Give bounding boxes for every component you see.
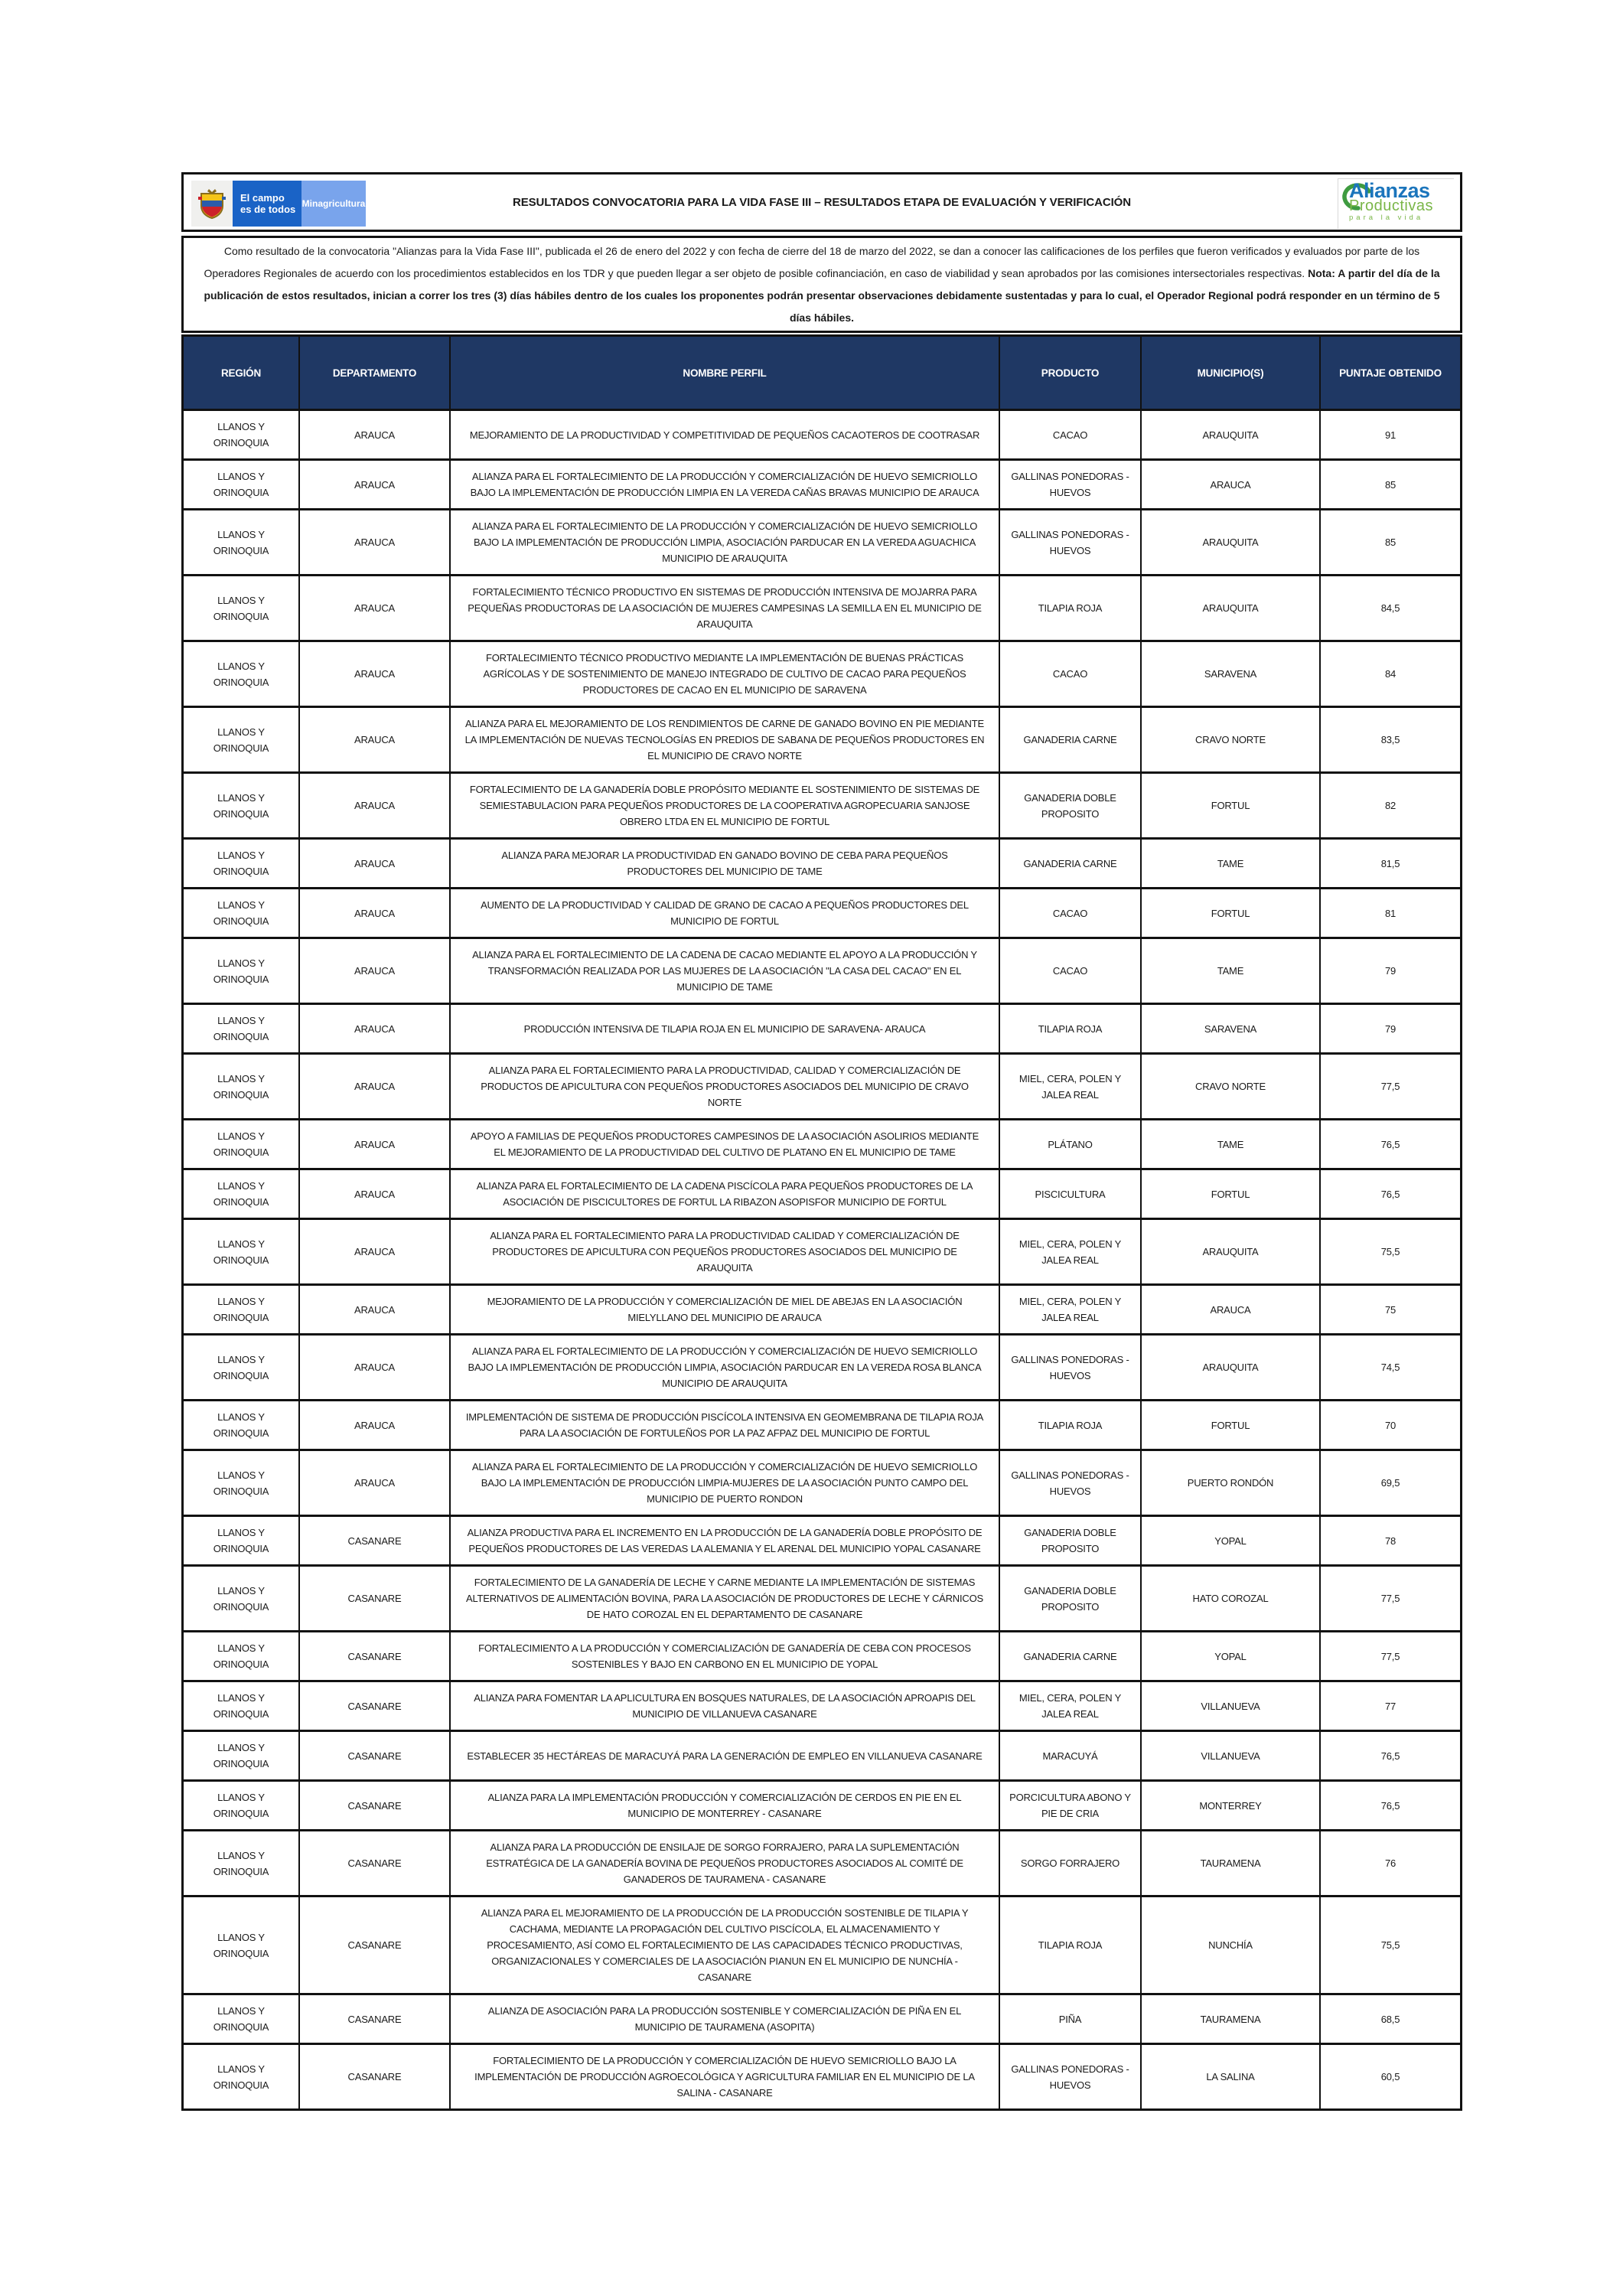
el-campo-tagline bbox=[233, 181, 301, 227]
departamento-cell: ARAUCA bbox=[300, 411, 451, 458]
producto-cell: GANADERIA CARNE bbox=[1000, 840, 1142, 887]
region-cell: LLANOS Y ORINOQUIA bbox=[184, 1401, 300, 1449]
departamento-cell: ARAUCA bbox=[300, 774, 451, 837]
puntaje-cell: 75,5 bbox=[1380, 1246, 1400, 1257]
el-campo-line1: El campo bbox=[240, 192, 285, 204]
region-cell: LLANOS Y ORINOQUIA bbox=[184, 889, 300, 937]
municipio-cell: ARAUCA bbox=[1142, 1286, 1321, 1333]
intro-box bbox=[181, 236, 1462, 333]
nombre-perfil-cell: IMPLEMENTACIÓN DE SISTEMA DE PRODUCCIÓN PISCÍCOLA INTENSIVA EN GEOMEMBRANA DE TILAPIA ROJA PARA LA ASOCIACIÓN DE FORTULEÑOS POR LA PAZ AFPAZ DEL MUNICIPIO DE FORTUL bbox=[451, 1401, 1000, 1449]
nombre-perfil-cell: PRODUCCIÓN INTENSIVA DE TILAPIA ROJA EN EL MUNICIPIO DE SARAVENA- ARAUCA bbox=[451, 1005, 1000, 1052]
municipio-cell: PUERTO RONDÓN bbox=[1142, 1451, 1321, 1515]
region-cell: LLANOS Y ORINOQUIA bbox=[184, 840, 300, 887]
nombre-perfil-cell: ALIANZA PARA EL FORTALECIMIENTO DE LA PRODUCCIÓN Y COMERCIALIZACIÓN DE HUEVO SEMICRIOLLO BAJO LA IMPLEMENTACIÓN DE PRODUCCIÓN LIMPIA EN LA VEREDA CAÑAS BRAVAS MUNICIPIO DE ARAUCA bbox=[451, 461, 1000, 508]
departamento-cell: ARAUCA bbox=[300, 576, 451, 640]
municipio-cell: CRAVO NORTE bbox=[1142, 708, 1321, 771]
region-cell: LLANOS Y ORINOQUIA bbox=[184, 1120, 300, 1168]
producto-cell: GANADERIA DOBLE PROPOSITO bbox=[1000, 1517, 1142, 1564]
municipio-cell: VILLANUEVA bbox=[1142, 1682, 1321, 1730]
region-cell: LLANOS Y ORINOQUIA bbox=[184, 1682, 300, 1730]
column-header-4: MUNICIPIO(S) bbox=[1142, 337, 1321, 409]
table-row bbox=[184, 1333, 1460, 1399]
table-row bbox=[184, 409, 1460, 458]
departamento-cell: CASANARE bbox=[300, 2045, 451, 2108]
puntaje-cell: 76 bbox=[1384, 1857, 1396, 1869]
producto-cell: TILAPIA ROJA bbox=[1000, 1005, 1142, 1052]
nombre-perfil-cell: FORTALECIMIENTO A LA PRODUCCIÓN Y COMERCIALIZACIÓN DE GANADERÍA DE CEBA CON PROCESOS SOSTENIBLES Y BAJO EN CARBONO EN EL MUNICIPIO DE YOPAL bbox=[451, 1632, 1000, 1680]
producto-cell: GALLINAS PONEDORAS - HUEVOS bbox=[1000, 461, 1142, 508]
region-cell: LLANOS Y ORINOQUIA bbox=[184, 1732, 300, 1779]
table-row bbox=[184, 771, 1460, 837]
nombre-perfil-cell: FORTALECIMIENTO DE LA PRODUCCIÓN Y COMERCIALIZACIÓN DE HUEVO SEMICRIOLLO BAJO LA IMPLEMENTACIÓN DE PRODUCCIÓN AGROECOLÓGICA Y AGRICULTURA FAMILIAR EN EL MUNICIPIO DE LA SALINA - CASANARE bbox=[451, 2045, 1000, 2108]
producto-cell: CACAO bbox=[1000, 411, 1142, 458]
departamento-cell: ARAUCA bbox=[300, 1055, 451, 1118]
municipio-cell: LA SALINA bbox=[1142, 2045, 1321, 2108]
producto-cell: TILAPIA ROJA bbox=[1000, 1897, 1142, 1993]
departamento-cell: ARAUCA bbox=[300, 1120, 451, 1168]
departamento-cell: CASANARE bbox=[300, 1897, 451, 1993]
region-cell: LLANOS Y ORINOQUIA bbox=[184, 1567, 300, 1630]
puntaje-cell: 70 bbox=[1384, 1419, 1396, 1431]
nombre-perfil-cell: ESTABLECER 35 HECTÁREAS DE MARACUYÁ PARA LA GENERACIÓN DE EMPLEO EN VILLANUEVA CASANARE bbox=[451, 1732, 1000, 1779]
region-cell: LLANOS Y ORINOQUIA bbox=[184, 510, 300, 574]
municipio-cell: ARAUQUITA bbox=[1142, 576, 1321, 640]
table-row bbox=[184, 706, 1460, 771]
minagricultura-logo bbox=[191, 181, 366, 227]
table-row bbox=[184, 1730, 1460, 1779]
departamento-cell: ARAUCA bbox=[300, 510, 451, 574]
puntaje-cell: 77,5 bbox=[1380, 1081, 1400, 1092]
puntaje-cell: 76,5 bbox=[1380, 1799, 1400, 1812]
producto-cell: GANADERIA CARNE bbox=[1000, 1632, 1142, 1680]
region-cell: LLANOS Y ORINOQUIA bbox=[184, 1995, 300, 2043]
nombre-perfil-cell: ALIANZA PARA EL MEJORAMIENTO DE LA PRODUCCIÓN DE LA PRODUCCIÓN SOSTENIBLE DE TILAPIA Y CACHAMA, MEDIANTE LA PROPAGACIÓN DEL CULTIVO PISCÍCOLA, EL ALMACENAMIENTO Y PROCESAMIENTO, ASÍ COMO EL FORTALECIMIENTO DE LAS CAPACIDADES TÉCNICO PRODUCTIVAS, ORGANIZACIONALES Y COMERCIALES DE LA ASOCIACIÓN PIANUN EN EL MUNICIPIO DE NUNCHÍA - CASANARE bbox=[451, 1897, 1000, 1993]
region-cell: LLANOS Y ORINOQUIA bbox=[184, 1831, 300, 1895]
municipio-cell: ARAUQUITA bbox=[1142, 510, 1321, 574]
municipio-cell: TAURAMENA bbox=[1142, 1995, 1321, 2043]
region-cell: LLANOS Y ORINOQUIA bbox=[184, 411, 300, 458]
table-row bbox=[184, 1779, 1460, 1829]
municipio-cell: SARAVENA bbox=[1142, 642, 1321, 706]
region-cell: LLANOS Y ORINOQUIA bbox=[184, 1055, 300, 1118]
column-header-1: DEPARTAMENTO bbox=[300, 337, 451, 409]
nombre-perfil-cell: ALIANZA PARA EL FORTALECIMIENTO DE LA PRODUCCIÓN Y COMERCIALIZACIÓN DE HUEVO SEMICRIOLLO BAJO LA IMPLEMENTACIÓN DE PRODUCCIÓN LIMPIA, ASOCIACIÓN PARDUCAR EN LA VEREDA ROSA BLANCA MUNICIPIO DE ARAUQUITA bbox=[451, 1336, 1000, 1399]
departamento-cell: ARAUCA bbox=[300, 1170, 451, 1218]
region-cell: LLANOS Y ORINOQUIA bbox=[184, 1782, 300, 1829]
region-cell: LLANOS Y ORINOQUIA bbox=[184, 1632, 300, 1680]
producto-cell: PORCICULTURA ABONO Y PIE DE CRIA bbox=[1000, 1782, 1142, 1829]
puntaje-cell: 81,5 bbox=[1380, 857, 1400, 869]
municipio-cell: VILLANUEVA bbox=[1142, 1732, 1321, 1779]
document-header bbox=[181, 172, 1462, 232]
table-row bbox=[184, 508, 1460, 574]
nombre-perfil-cell: MEJORAMIENTO DE LA PRODUCTIVIDAD Y COMPETITIVIDAD DE PEQUEÑOS CACAOTEROS DE COOTRASAR bbox=[451, 411, 1000, 458]
region-cell: LLANOS Y ORINOQUIA bbox=[184, 2045, 300, 2108]
region-cell: LLANOS Y ORINOQUIA bbox=[184, 1220, 300, 1283]
departamento-cell: CASANARE bbox=[300, 1632, 451, 1680]
table-row bbox=[184, 1680, 1460, 1730]
municipio-cell: ARAUCA bbox=[1142, 461, 1321, 508]
nombre-perfil-cell: ALIANZA PARA EL FORTALECIMIENTO PARA LA PRODUCTIVIDAD CALIDAD Y COMERCIALIZACIÓN DE PRODUCTORES DE APICULTURA CON PEQUEÑOS PRODUCTORES ASOCIADOS DEL MUNICIPIO DE ARAUQUITA bbox=[451, 1220, 1000, 1283]
puntaje-cell: 84 bbox=[1384, 668, 1396, 680]
table-row bbox=[184, 458, 1460, 508]
producto-cell: PIÑA bbox=[1000, 1995, 1142, 2043]
nombre-perfil-cell: FORTALECIMIENTO DE LA GANADERÍA DE LECHE Y CARNE MEDIANTE LA IMPLEMENTACIÓN DE SISTEMAS ALTERNATIVOS DE ALIMENTACIÓN BOVINA, PARA LA ASOCIACIÓN DE PRODUCTORES DE LECHE Y CÁRNICOS DE HATO COROZAL EN EL DEPARTAMENTO DE CASANARE bbox=[451, 1567, 1000, 1630]
puntaje-cell: 74,5 bbox=[1380, 1362, 1400, 1373]
puntaje-cell: 79 bbox=[1384, 1022, 1396, 1035]
table-row bbox=[184, 1003, 1460, 1052]
municipio-cell: YOPAL bbox=[1142, 1517, 1321, 1564]
puntaje-cell: 75 bbox=[1384, 1303, 1396, 1316]
region-cell: LLANOS Y ORINOQUIA bbox=[184, 642, 300, 706]
table-row bbox=[184, 1515, 1460, 1564]
nombre-perfil-cell: ALIANZA PARA EL FORTALECIMIENTO DE LA CADENA DE CACAO MEDIANTE EL APOYO A LA PRODUCCIÓN Y TRANSFORMACIÓN REALIZADA POR LAS MUJERES DE LA ASOCIACIÓN "LA CASA DEL CACAO" EN EL MUNICIPIO DE TAME bbox=[451, 939, 1000, 1003]
producto-cell: MIEL, CERA, POLEN Y JALEA REAL bbox=[1000, 1220, 1142, 1283]
municipio-cell: FORTUL bbox=[1142, 1170, 1321, 1218]
producto-cell: TILAPIA ROJA bbox=[1000, 576, 1142, 640]
municipio-cell: HATO COROZAL bbox=[1142, 1567, 1321, 1630]
nombre-perfil-cell: ALIANZA DE ASOCIACIÓN PARA LA PRODUCCIÓN SOSTENIBLE Y COMERCIALIZACIÓN DE PIÑA EN EL MUNICIPIO DE TAURAMENA (ASOPITA) bbox=[451, 1995, 1000, 2043]
table-row bbox=[184, 1630, 1460, 1680]
puntaje-cell: 69,5 bbox=[1380, 1477, 1400, 1489]
table-row bbox=[184, 1218, 1460, 1283]
municipio-cell: SARAVENA bbox=[1142, 1005, 1321, 1052]
nombre-perfil-cell: ALIANZA PARA MEJORAR LA PRODUCTIVIDAD EN GANADO BOVINO DE CEBA PARA PEQUEÑOS PRODUCTORES DEL MUNICIPIO DE TAME bbox=[451, 840, 1000, 887]
producto-cell: GALLINAS PONEDORAS - HUEVOS bbox=[1000, 510, 1142, 574]
puntaje-cell: 83,5 bbox=[1380, 734, 1400, 745]
puntaje-cell: 82 bbox=[1384, 800, 1396, 811]
producto-cell: SORGO FORRAJERO bbox=[1000, 1831, 1142, 1895]
municipio-cell: MONTERREY bbox=[1142, 1782, 1321, 1829]
departamento-cell: ARAUCA bbox=[300, 1286, 451, 1333]
producto-cell: PLÁTANO bbox=[1000, 1120, 1142, 1168]
departamento-cell: ARAUCA bbox=[300, 1336, 451, 1399]
page-title: RESULTADOS CONVOCATORIA PARA LA VIDA FASE III – RESULTADOS ETAPA DE EVALUACIÓN Y VERIFICACIÓN bbox=[513, 195, 1131, 209]
municipio-cell: FORTUL bbox=[1142, 1401, 1321, 1449]
puntaje-cell: 76,5 bbox=[1380, 1750, 1400, 1762]
table-row bbox=[184, 1283, 1460, 1333]
nombre-perfil-cell: ALIANZA PARA LA PRODUCCIÓN DE ENSILAJE DE SORGO FORRAJERO, PARA LA SUPLEMENTACIÓN ESTRATÉGICA DE LA GANADERÍA BOVINA DE PEQUEÑOS PRODUCTORES ASOCIADOS AL COMITÉ DE GANADEROS DE TAURAMENA - CASANARE bbox=[451, 1831, 1000, 1895]
el-campo-line2: es de todos bbox=[240, 204, 296, 215]
puntaje-cell: 77,5 bbox=[1380, 1593, 1400, 1604]
puntaje-cell: 78 bbox=[1384, 1534, 1396, 1547]
region-cell: LLANOS Y ORINOQUIA bbox=[184, 1336, 300, 1399]
column-header-3: PRODUCTO bbox=[1000, 337, 1142, 409]
productivas-wordmark: Productivas bbox=[1349, 197, 1433, 214]
departamento-cell: ARAUCA bbox=[300, 708, 451, 771]
producto-cell: MIEL, CERA, POLEN Y JALEA REAL bbox=[1000, 1055, 1142, 1118]
municipio-cell: TAURAMENA bbox=[1142, 1831, 1321, 1895]
municipio-cell: CRAVO NORTE bbox=[1142, 1055, 1321, 1118]
region-cell: LLANOS Y ORINOQUIA bbox=[184, 1286, 300, 1333]
alianzas-wordmark: Alianzas bbox=[1349, 179, 1430, 202]
departamento-cell: ARAUCA bbox=[300, 1401, 451, 1449]
region-cell: LLANOS Y ORINOQUIA bbox=[184, 708, 300, 771]
nombre-perfil-cell: FORTALECIMIENTO TÉCNICO PRODUCTIVO MEDIANTE LA IMPLEMENTACIÓN DE BUENAS PRÁCTICAS AGRÍCOLAS Y DE SOSTENIMIENTO DE MANEJO INTEGRADO DE CULTIVO DE CACAO PARA PEQUEÑOS PRODUCTORES DE CACAO EN EL MUNICIPIO DE SARAVENA bbox=[451, 642, 1000, 706]
table-row bbox=[184, 1895, 1460, 1993]
table-row bbox=[184, 887, 1460, 937]
table-header-row bbox=[184, 337, 1460, 409]
producto-cell: CACAO bbox=[1000, 939, 1142, 1003]
departamento-cell: ARAUCA bbox=[300, 1005, 451, 1052]
table-row bbox=[184, 1829, 1460, 1895]
producto-cell: TILAPIA ROJA bbox=[1000, 1401, 1142, 1449]
intro-note: Nota: A partir del día de la publicación de estos resultados, inician a correr los tres (3) días hábiles dentro de los cuales los proponentes podrán presentar observaciones debidamente sustentadas y para lo cual, el Operador Regional podrá responder en un término de 5 días hábiles. bbox=[204, 267, 1440, 324]
producto-cell: GANADERIA DOBLE PROPOSITO bbox=[1000, 1567, 1142, 1630]
table-row bbox=[184, 640, 1460, 706]
region-cell: LLANOS Y ORINOQUIA bbox=[184, 774, 300, 837]
puntaje-cell: 85 bbox=[1384, 536, 1396, 548]
column-header-5: PUNTAJE OBTENIDO bbox=[1339, 367, 1442, 379]
producto-cell: GANADERIA CARNE bbox=[1000, 708, 1142, 771]
municipio-cell: TAME bbox=[1142, 1120, 1321, 1168]
municipio-cell: ARAUQUITA bbox=[1142, 1220, 1321, 1283]
municipio-cell: TAME bbox=[1142, 939, 1321, 1003]
departamento-cell: CASANARE bbox=[300, 1995, 451, 2043]
departamento-cell: ARAUCA bbox=[300, 889, 451, 937]
region-cell: LLANOS Y ORINOQUIA bbox=[184, 576, 300, 640]
departamento-cell: ARAUCA bbox=[300, 840, 451, 887]
nombre-perfil-cell: FORTALECIMIENTO DE LA GANADERÍA DOBLE PROPÓSITO MEDIANTE EL SOSTENIMIENTO DE SISTEMAS DE SEMIESTABULACION PARA PEQUEÑOS PRODUCTORES DE LA COOPERATIVA AGROPECUARIA SANJOSE OBRERO LTDA EN EL MUNICIPIO DE FORTUL bbox=[451, 774, 1000, 837]
region-cell: LLANOS Y ORINOQUIA bbox=[184, 1005, 300, 1052]
region-cell: LLANOS Y ORINOQUIA bbox=[184, 461, 300, 508]
nombre-perfil-cell: ALIANZA PARA EL FORTALECIMIENTO PARA LA PRODUCTIVIDAD, CALIDAD Y COMERCIALIZACIÓN DE PRODUCTOS DE APICULTURA CON PEQUEÑOS PRODUCTORES ASOCIADOS DEL MUNICIPIO DE CRAVO NORTE bbox=[451, 1055, 1000, 1118]
puntaje-cell: 76,5 bbox=[1380, 1138, 1400, 1150]
minagricultura-label: Minagricultura bbox=[301, 181, 366, 227]
producto-cell: GALLINAS PONEDORAS - HUEVOS bbox=[1000, 2045, 1142, 2108]
region-cell: LLANOS Y ORINOQUIA bbox=[184, 1170, 300, 1218]
column-header-2: NOMBRE PERFIL bbox=[451, 337, 1000, 409]
region-cell: LLANOS Y ORINOQUIA bbox=[184, 1451, 300, 1515]
departamento-cell: CASANARE bbox=[300, 1682, 451, 1730]
nombre-perfil-cell: ALIANZA PARA FOMENTAR LA APLICULTURA EN BOSQUES NATURALES, DE LA ASOCIACIÓN APROAPIS DEL MUNICIPIO DE VILLANUEVA CASANARE bbox=[451, 1682, 1000, 1730]
table-row bbox=[184, 1052, 1460, 1118]
municipio-cell: ARAUQUITA bbox=[1142, 1336, 1321, 1399]
table-row bbox=[184, 937, 1460, 1003]
municipio-cell: FORTUL bbox=[1142, 889, 1321, 937]
puntaje-cell: 79 bbox=[1384, 965, 1396, 977]
nombre-perfil-cell: AUMENTO DE LA PRODUCTIVIDAD Y CALIDAD DE GRANO DE CACAO A PEQUEÑOS PRODUCTORES DEL MUNICIPIO DE FORTUL bbox=[451, 889, 1000, 937]
departamento-cell: ARAUCA bbox=[300, 1220, 451, 1283]
puntaje-cell: 91 bbox=[1384, 429, 1396, 441]
puntaje-cell: 77 bbox=[1384, 1700, 1396, 1712]
table-row bbox=[184, 837, 1460, 887]
departamento-cell: ARAUCA bbox=[300, 1451, 451, 1515]
region-cell: LLANOS Y ORINOQUIA bbox=[184, 939, 300, 1003]
puntaje-cell: 60,5 bbox=[1380, 2071, 1400, 2082]
departamento-cell: ARAUCA bbox=[300, 642, 451, 706]
departamento-cell: CASANARE bbox=[300, 1517, 451, 1564]
municipio-cell: FORTUL bbox=[1142, 774, 1321, 837]
alianzas-productivas-logo bbox=[1338, 178, 1454, 229]
column-header-0: REGIÓN bbox=[184, 337, 300, 409]
puntaje-cell: 68,5 bbox=[1380, 2013, 1400, 2025]
producto-cell: GALLINAS PONEDORAS - HUEVOS bbox=[1000, 1336, 1142, 1399]
departamento-cell: CASANARE bbox=[300, 1732, 451, 1779]
puntaje-cell: 85 bbox=[1384, 478, 1396, 491]
producto-cell: MARACUYÁ bbox=[1000, 1732, 1142, 1779]
nombre-perfil-cell: APOYO A FAMILIAS DE PEQUEÑOS PRODUCTORES CAMPESINOS DE LA ASOCIACIÓN ASOLIRIOS MEDIANTE EL MEJORAMIENTO DE LA PRODUCTIVIDAD DEL CULTIVO DE PLATANO EN EL MUNICIPIO DE TAME bbox=[451, 1120, 1000, 1168]
results-table bbox=[181, 334, 1462, 2111]
producto-cell: GANADERIA DOBLE PROPOSITO bbox=[1000, 774, 1142, 837]
departamento-cell: CASANARE bbox=[300, 1831, 451, 1895]
departamento-cell: CASANARE bbox=[300, 1567, 451, 1630]
puntaje-cell: 77,5 bbox=[1380, 1650, 1400, 1662]
producto-cell: PISCICULTURA bbox=[1000, 1170, 1142, 1218]
puntaje-cell: 76,5 bbox=[1380, 1188, 1400, 1200]
table-row bbox=[184, 1399, 1460, 1449]
puntaje-cell: 81 bbox=[1384, 907, 1396, 919]
nombre-perfil-cell: ALIANZA PARA EL FORTALECIMIENTO DE LA PRODUCCIÓN Y COMERCIALIZACIÓN DE HUEVO SEMICRIOLLO BAJO LA IMPLEMENTACIÓN DE PRODUCCIÓN LIMPIA-MUJERES DE LA ASOCIACIÓN PUNTO CAMPO DEL MUNICIPIO DE PUERTO RONDON bbox=[451, 1451, 1000, 1515]
producto-cell: MIEL, CERA, POLEN Y JALEA REAL bbox=[1000, 1286, 1142, 1333]
nombre-perfil-cell: ALIANZA PARA EL FORTALECIMIENTO DE LA CADENA PISCÍCOLA PARA PEQUEÑOS PRODUCTORES DE LA ASOCIACIÓN DE PISCICULTORES DE FORTUL LA RIBAZON ASOPISFOR MUNICIPIO DE FORTUL bbox=[451, 1170, 1000, 1218]
table-row bbox=[184, 574, 1460, 640]
nombre-perfil-cell: FORTALECIMIENTO TÉCNICO PRODUCTIVO EN SISTEMAS DE PRODUCCIÓN INTENSIVA DE MOJARRA PARA PEQUEÑAS PRODUCTORAS DE LA ASOCIACIÓN DE MUJERES CAMPESINAS LA SEMILLA EN EL MUNICIPIO DE ARAUQUITA bbox=[451, 576, 1000, 640]
municipio-cell: ARAUQUITA bbox=[1142, 411, 1321, 458]
departamento-cell: ARAUCA bbox=[300, 461, 451, 508]
table-row bbox=[184, 1449, 1460, 1515]
municipio-cell: TAME bbox=[1142, 840, 1321, 887]
producto-cell: GALLINAS PONEDORAS - HUEVOS bbox=[1000, 1451, 1142, 1515]
producto-cell: CACAO bbox=[1000, 642, 1142, 706]
table-row bbox=[184, 1118, 1460, 1168]
table-row bbox=[184, 2043, 1460, 2108]
table-row bbox=[184, 1564, 1460, 1630]
departamento-cell: ARAUCA bbox=[300, 939, 451, 1003]
region-cell: LLANOS Y ORINOQUIA bbox=[184, 1897, 300, 1993]
producto-cell: MIEL, CERA, POLEN Y JALEA REAL bbox=[1000, 1682, 1142, 1730]
departamento-cell: CASANARE bbox=[300, 1782, 451, 1829]
para-la-vida-tagline: para la vida bbox=[1349, 214, 1424, 222]
table-row bbox=[184, 1993, 1460, 2043]
municipio-cell: NUNCHÍA bbox=[1142, 1897, 1321, 1993]
region-cell: LLANOS Y ORINOQUIA bbox=[184, 1517, 300, 1564]
nombre-perfil-cell: ALIANZA PARA LA IMPLEMENTACIÓN PRODUCCIÓN Y COMERCIALIZACIÓN DE CERDOS EN PIE EN EL MUNICIPIO DE MONTERREY - CASANARE bbox=[451, 1782, 1000, 1829]
nombre-perfil-cell: ALIANZA PARA EL FORTALECIMIENTO DE LA PRODUCCIÓN Y COMERCIALIZACIÓN DE HUEVO SEMICRIOLLO BAJO LA IMPLEMENTACIÓN DE PRODUCCIÓN LIMPIA, ASOCIACIÓN PARDUCAR EN LA VEREDA AGUACHICA MUNICIPIO DE ARAUQUITA bbox=[451, 510, 1000, 574]
nombre-perfil-cell: ALIANZA PARA EL MEJORAMIENTO DE LOS RENDIMIENTOS DE CARNE DE GANADO BOVINO EN PIE MEDIANTE LA IMPLEMENTACIÓN DE NUEVAS TECNOLOGÍAS EN PREDIOS DE SABANA DE PEQUEÑOS PRODUCTORES EN EL MUNICIPIO DE CRAVO NORTE bbox=[451, 708, 1000, 771]
intro-paragraph: Como resultado de la convocatoria "Alianzas para la Vida Fase III", publicada el 26 de enero del 2022 y con fecha de cierre del 18 de marzo del 2022, se dan a conocer las calificaciones de los perfiles que fueron verificados y evaluados por parte de los Operadores Regionales de acuerdo con los procedimientos establecidos en los TDR y que pueden llegar a ser objeto de posible cofinanciación, en caso de viabilidad y sean aprobados por las comisiones intersectoriales respectivas. bbox=[204, 245, 1420, 279]
puntaje-cell: 84,5 bbox=[1380, 602, 1400, 614]
nombre-perfil-cell: ALIANZA PRODUCTIVA PARA EL INCREMENTO EN LA PRODUCCIÓN DE LA GANADERÍA DOBLE PROPÓSITO DE PEQUEÑOS PRODUCTORES DE LAS VEREDAS LA ALEMANIA Y EL ARENAL DEL MUNICIPIO YOPAL CASANARE bbox=[451, 1517, 1000, 1564]
municipio-cell: YOPAL bbox=[1142, 1632, 1321, 1680]
table-row bbox=[184, 1168, 1460, 1218]
producto-cell: CACAO bbox=[1000, 889, 1142, 937]
nombre-perfil-cell: MEJORAMIENTO DE LA PRODUCCIÓN Y COMERCIALIZACIÓN DE MIEL DE ABEJAS EN LA ASOCIACIÓN MIELYLLANO DEL MUNICIPIO DE ARAUCA bbox=[451, 1286, 1000, 1333]
puntaje-cell: 75,5 bbox=[1380, 1939, 1400, 1951]
colombia-crest-icon bbox=[191, 181, 233, 227]
